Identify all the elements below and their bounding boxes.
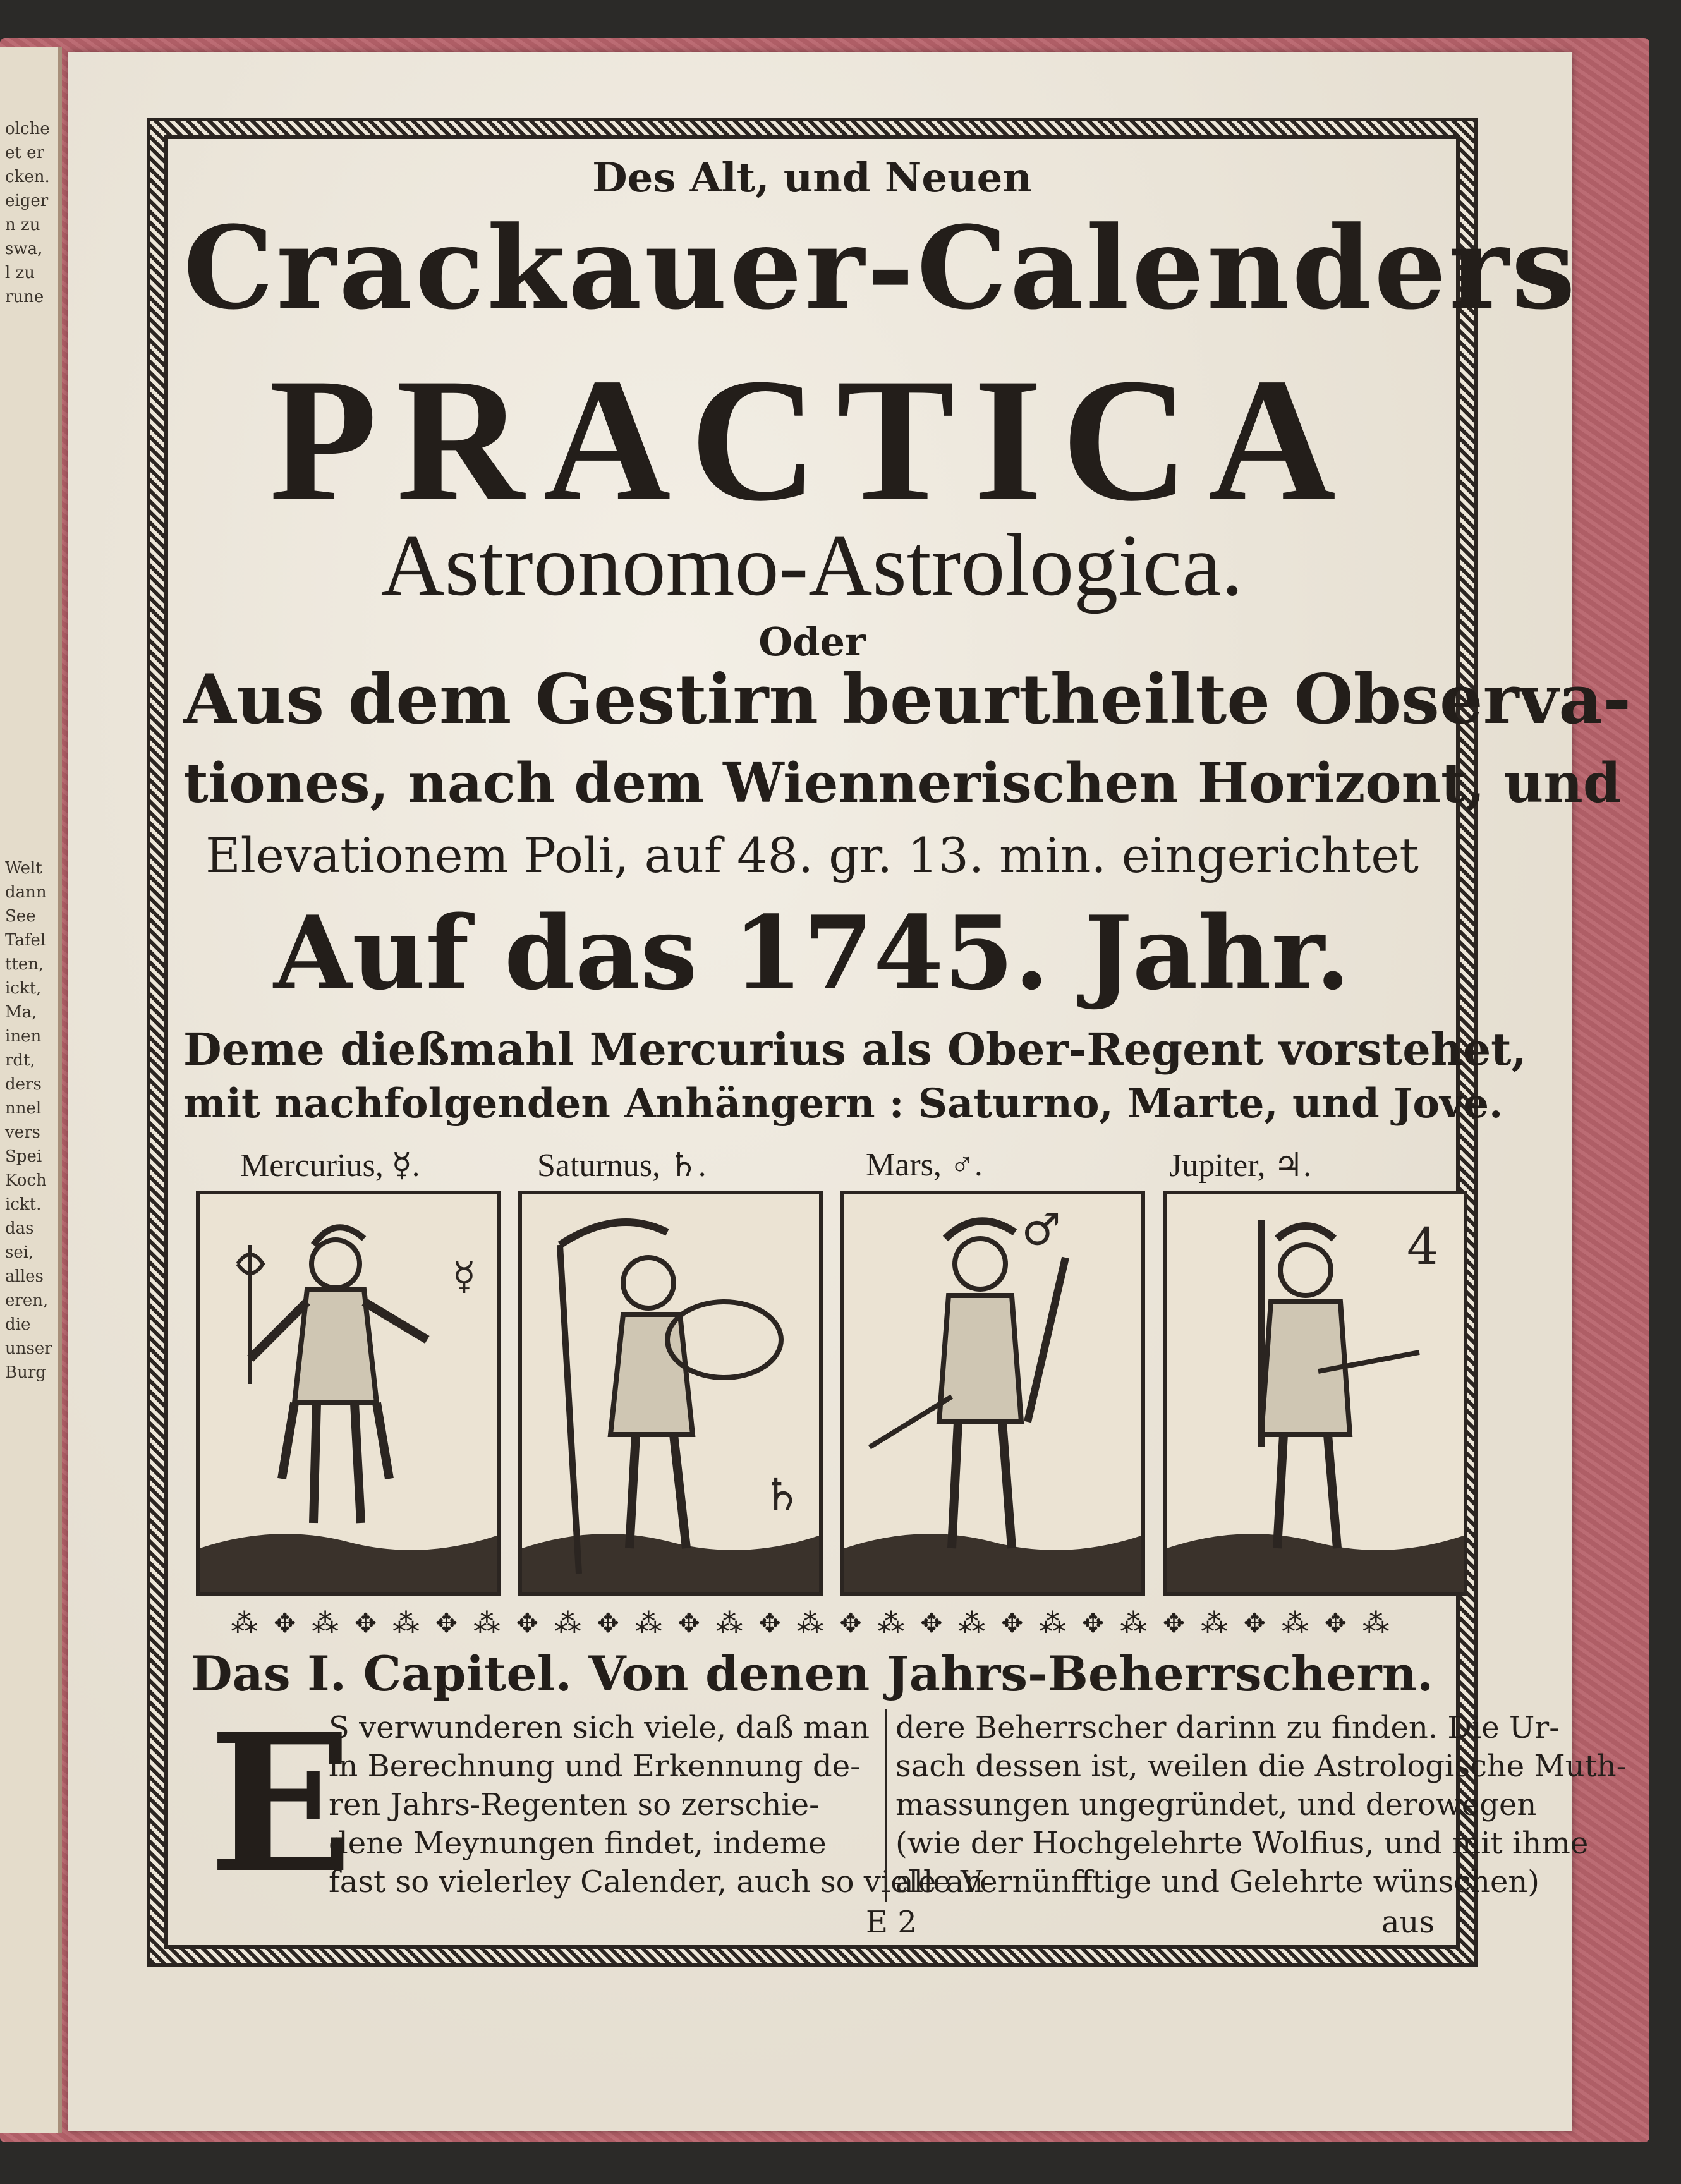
previous-page-fragment: sei, <box>5 1243 34 1262</box>
body-line: fast so vielerley Calender, auch so viele an- <box>329 1864 994 1900</box>
previous-page-fragment: dann <box>5 883 47 902</box>
saturnus-figure-icon <box>522 1194 819 1592</box>
body-column-right <box>885 1709 1627 1902</box>
title-calendar-name: Crackauer-Calenders <box>183 202 1578 335</box>
previous-page-text-top <box>0 117 50 309</box>
ornamental-frame <box>150 121 1632 1963</box>
chapter-heading: Das I. Capitel. Von denen Jahrs-Beherrschern. <box>190 1646 1434 1702</box>
saturn-symbol: ♄ <box>762 1469 802 1521</box>
planet-label-jupiter: Jupiter, ♃. <box>1169 1148 1312 1184</box>
jupiter-symbol: 4 <box>1407 1217 1439 1276</box>
mercury-symbol: ☿ <box>452 1254 476 1299</box>
body-line: sach dessen ist, weilen die Astrologische Muth- <box>895 1749 1627 1784</box>
previous-page-fragment: nnel <box>5 1099 42 1118</box>
previous-page-fragment: eiger <box>5 191 49 210</box>
catchword: aus <box>1381 1905 1435 1940</box>
previous-page-fragment: eren, <box>5 1291 49 1310</box>
body-line: ren Jahrs-Regenten so zerschie- <box>329 1787 820 1823</box>
body-line: dene Meynungen findet, indeme <box>329 1826 827 1861</box>
previous-page-fragment: die <box>5 1315 31 1334</box>
previous-page-fragment: inen <box>5 1027 42 1046</box>
previous-page-fragment: l zu <box>5 264 35 282</box>
previous-page-fragment: ickt. <box>5 1195 42 1214</box>
previous-page-fragment: ders <box>5 1075 42 1094</box>
previous-page-fragment: n zu <box>5 215 40 234</box>
signature-mark: E 2 <box>866 1905 917 1940</box>
previous-page-fragment: swa, <box>5 240 43 258</box>
woodcut-jupiter <box>1163 1191 1467 1596</box>
previous-page-fragment: tten, <box>5 955 44 974</box>
previous-page-edge <box>0 47 62 2133</box>
previous-page-fragment: Ma, <box>5 1003 37 1022</box>
body-line: (wie der Hochgelehrte Wolfius, und mit ihme <box>895 1826 1589 1861</box>
body-line: S verwunderen sich viele, daß man <box>329 1710 870 1745</box>
previous-page-fragment: ickt, <box>5 979 42 998</box>
mars-figure-icon <box>844 1194 1141 1592</box>
subtitle-line-1: Aus dem Gestirn beurtheilte Observa- <box>183 660 1632 739</box>
planet-label-mercurius: Mercurius, ☿. <box>240 1148 420 1184</box>
previous-page-fragment: alles <box>5 1267 44 1286</box>
body-line: in Berechnung und Erkennung de- <box>329 1749 861 1784</box>
mercurius-figure-icon <box>200 1194 497 1592</box>
body-line: massungen ungegründet, und derowegen <box>895 1787 1537 1823</box>
title-page <box>68 52 1632 2131</box>
mars-symbol: ♂ <box>1021 1204 1061 1256</box>
planet-labels <box>183 1146 1441 1184</box>
drop-cap-initial: E <box>209 1692 353 1915</box>
subtitle-line-2: tiones, nach dem Wiennerischen Horizont, und <box>183 751 1621 815</box>
woodcut-saturnus <box>518 1191 823 1596</box>
previous-page-fragment: vers <box>5 1123 40 1142</box>
title-astronomo: Astronomo-Astrologica. <box>380 516 1244 614</box>
previous-page-fragment: See <box>5 907 36 926</box>
previous-page-fragment: cken. <box>5 167 50 186</box>
body-line: alle Vernünfftige und Gelehrte wünschen) <box>895 1864 1539 1900</box>
previous-page-fragment: Tafel <box>5 931 46 950</box>
woodcut-panels <box>183 1191 1441 1589</box>
title-practica: PRACTICA <box>269 341 1355 538</box>
jupiter-figure-icon <box>1167 1194 1464 1592</box>
previous-page-fragment: Koch <box>5 1171 47 1190</box>
body-column-left <box>329 1709 994 1902</box>
previous-page-fragment: olche <box>5 119 50 138</box>
previous-page-fragment: unser <box>5 1339 52 1358</box>
title-line-small: Des Alt, und Neuen <box>592 154 1032 202</box>
woodcut-mars <box>841 1191 1145 1596</box>
subtitle-line-3: Elevationem Poli, auf 48. gr. 13. min. eingerichtet <box>205 827 1419 883</box>
previous-page-fragment: Welt <box>5 859 42 878</box>
year-line: Auf das 1745. Jahr. <box>273 894 1351 1012</box>
previous-page-fragment: Spei <box>5 1147 42 1166</box>
previous-page-fragment: das <box>5 1219 34 1238</box>
title-oder: Oder <box>758 619 866 665</box>
regent-line-2: mit nachfolgenden Anhängern : Saturno, Marte, und Jove. <box>183 1080 1503 1127</box>
regent-line-1: Deme dießmahl Mercurius als Ober-Regent vorstehet, <box>183 1023 1527 1076</box>
previous-page-text-mid <box>0 856 52 1385</box>
previous-page-fragment: rdt, <box>5 1051 35 1070</box>
planet-label-saturnus: Saturnus, ♄. <box>537 1148 707 1184</box>
planet-label-mars: Mars, ♂. <box>866 1147 983 1183</box>
woodcut-mercurius <box>196 1191 501 1596</box>
previous-page-fragment: rune <box>5 288 44 306</box>
ornament-divider: ⁂ ✥ ⁂ ✥ ⁂ ✥ ⁂ ✥ ⁂ ✥ ⁂ ✥ ⁂ ✥ ⁂ ✥ ⁂ ✥ ⁂ ✥ ⁂ ✥ ⁂ ✥ ⁂ ✥ ⁂ ✥ ⁂ <box>231 1608 1393 1639</box>
page-content <box>183 148 1632 1940</box>
previous-page-fragment: Burg <box>5 1363 46 1382</box>
previous-page-fragment: et er <box>5 143 44 162</box>
body-line: dere Beherrscher darinn zu finden. Die Ur- <box>895 1710 1560 1745</box>
